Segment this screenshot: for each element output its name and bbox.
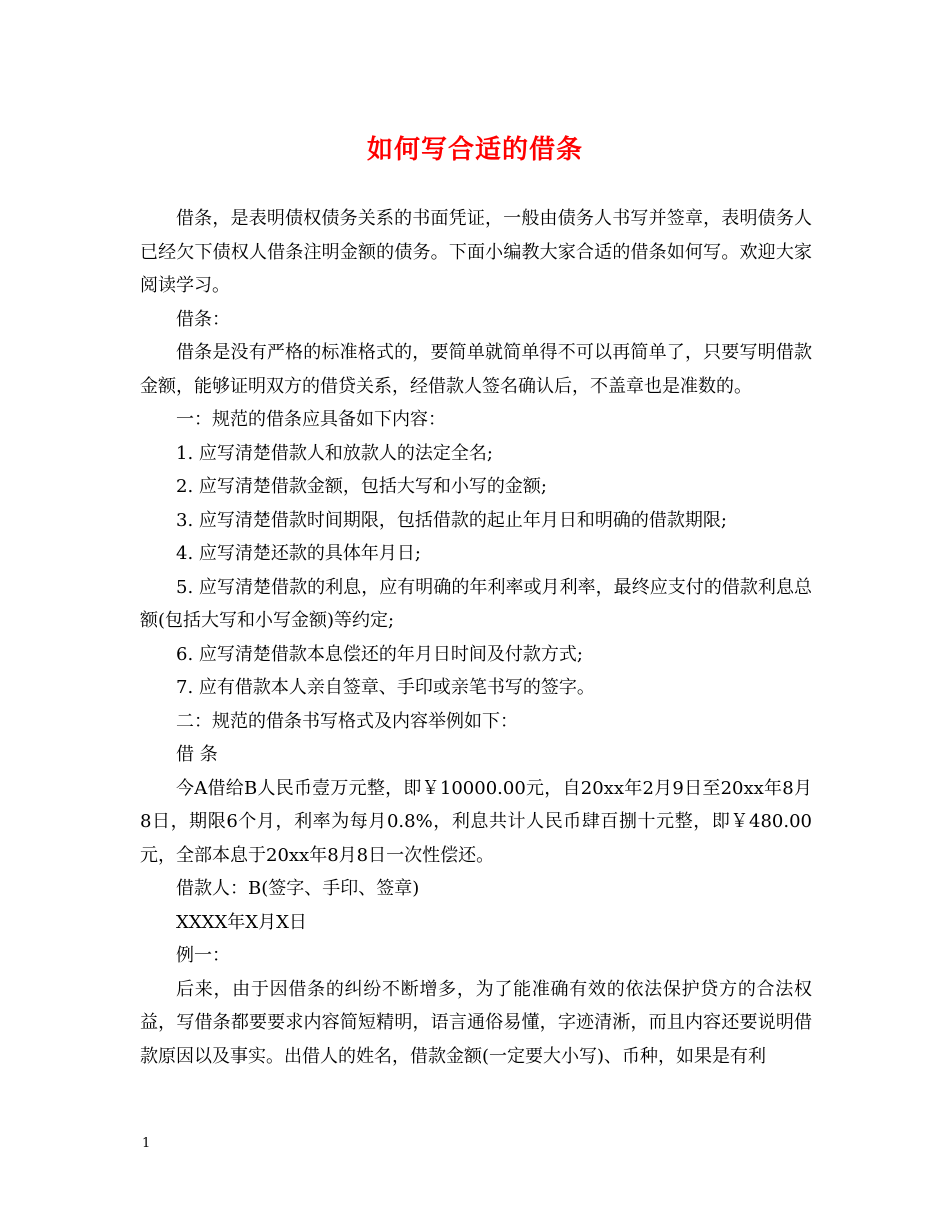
sample-body: 今A借给B人民币壹万元整，即￥10000.00元，自20xx年2月9日至20xx年8月8日，期限6个月，利率为每月0.8%，利息共计人民币肆百捌十元整，即￥480.00元，全部本息于20xx年8月8日一次性偿还。 [140,777,812,866]
list-item-5: 5. 应写清楚借款的利息，应有明确的年利率或月利率，最终应支付的借款利息总额(包括大写和小写金额)等约定; [140,576,812,631]
list-item-3: 3. 应写清楚借款时间期限，包括借款的起止年月日和明确的借款期限; [176,509,727,531]
list-item-4: 4. 应写清楚还款的具体年月日; [176,543,421,564]
example-one-paragraph: 后来，由于因借条的纠纷不断增多，为了能准确有效的依法保护贷方的合法权益，写借条都要要求内容简短精明，语言通俗易懂，字迹清淅，而且内容还要说明借款原因以及事实。出借人的姓名，借款金额(一定要大小写)、币种，如果是有利 [140,978,812,1067]
sample-heading: 借 条 [176,744,218,765]
list-item-6: 6. 应写清楚借款本息偿还的年月日时间及付款方式; [176,643,583,665]
document-title: 如何写合适的借条 [366,135,583,165]
format-paragraph: 借条是没有严格的标准格式的，要简单就简单得不可以再简单了，只要写明借款金额，能够证明双方的借贷关系，经借款人签名确认后，不盖章也是准数的。 [140,342,812,397]
list-item-2: 2. 应写清楚借款金额，包括大写和小写的金额; [176,476,547,497]
sample-borrower: 借款人：B(签字、手印、签章) [176,878,420,899]
list-item-1: 1. 应写清楚借款人和放款人的法定全名; [176,442,493,464]
section-heading-one: 一：规范的借条应具备如下内容： [176,409,446,430]
section-label-jietiao: 借条： [176,308,230,330]
section-heading-two: 二：规范的借条书写格式及内容举例如下： [176,710,518,732]
page-number: 1 [142,1136,151,1151]
sample-date: XXXX年X月X日 [176,911,307,933]
list-item-7: 7. 应有借款本人亲自签章、手印或亲笔书写的签字。 [176,677,595,698]
example-one-label: 例一： [176,945,230,966]
intro-paragraph: 借条，是表明债权债务关系的书面凭证，一般由债务人书写并签章，表明债务人已经欠下债权人借条注明金额的债务。下面小编教大家合适的借条如何写。欢迎大家阅读学习。 [140,208,812,296]
document-body [140,202,812,1073]
